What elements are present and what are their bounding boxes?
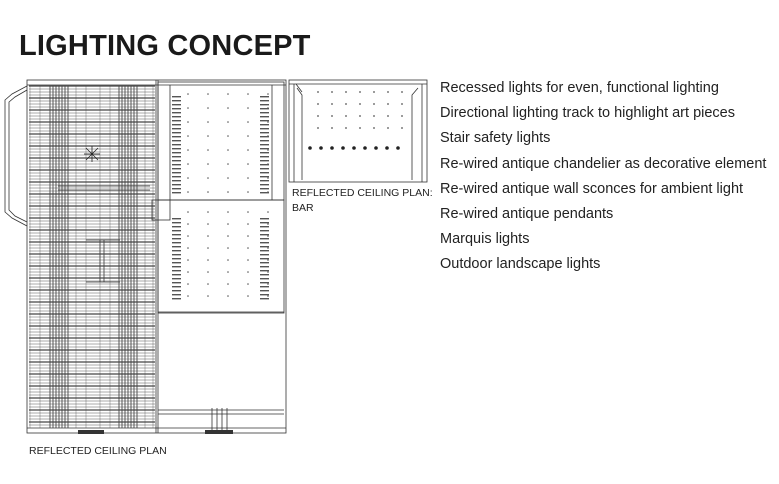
legend-item: Stair safety lights — [440, 130, 551, 147]
page-title: LIGHTING CONCEPT — [19, 30, 311, 62]
lighting-legend — [440, 76, 766, 278]
legend-item: Recessed lights for even, functional lighting — [440, 80, 719, 96]
main-plan-caption: REFLECTED CEILING PLAN — [29, 445, 167, 457]
bar-plan-caption-line2: BAR — [292, 202, 314, 214]
chandelier-symbol — [84, 146, 100, 162]
bar-ceiling-plan — [289, 80, 427, 182]
legend-item: Marquis lights — [440, 231, 530, 248]
legend-item: Outdoor landscape lights — [440, 256, 601, 273]
legend-item: Directional lighting track to highlight art pieces — [440, 105, 735, 122]
legend-item: Re-wired antique pendants — [440, 206, 614, 223]
legend-item: Re-wired antique wall sconces for ambient light — [440, 180, 744, 197]
bar-plan-caption — [292, 186, 433, 216]
bar-plan-caption-line1: REFLECTED CEILING PLAN: — [292, 187, 433, 199]
legend-item: Re-wired antique chandelier as decorative element — [440, 155, 767, 172]
